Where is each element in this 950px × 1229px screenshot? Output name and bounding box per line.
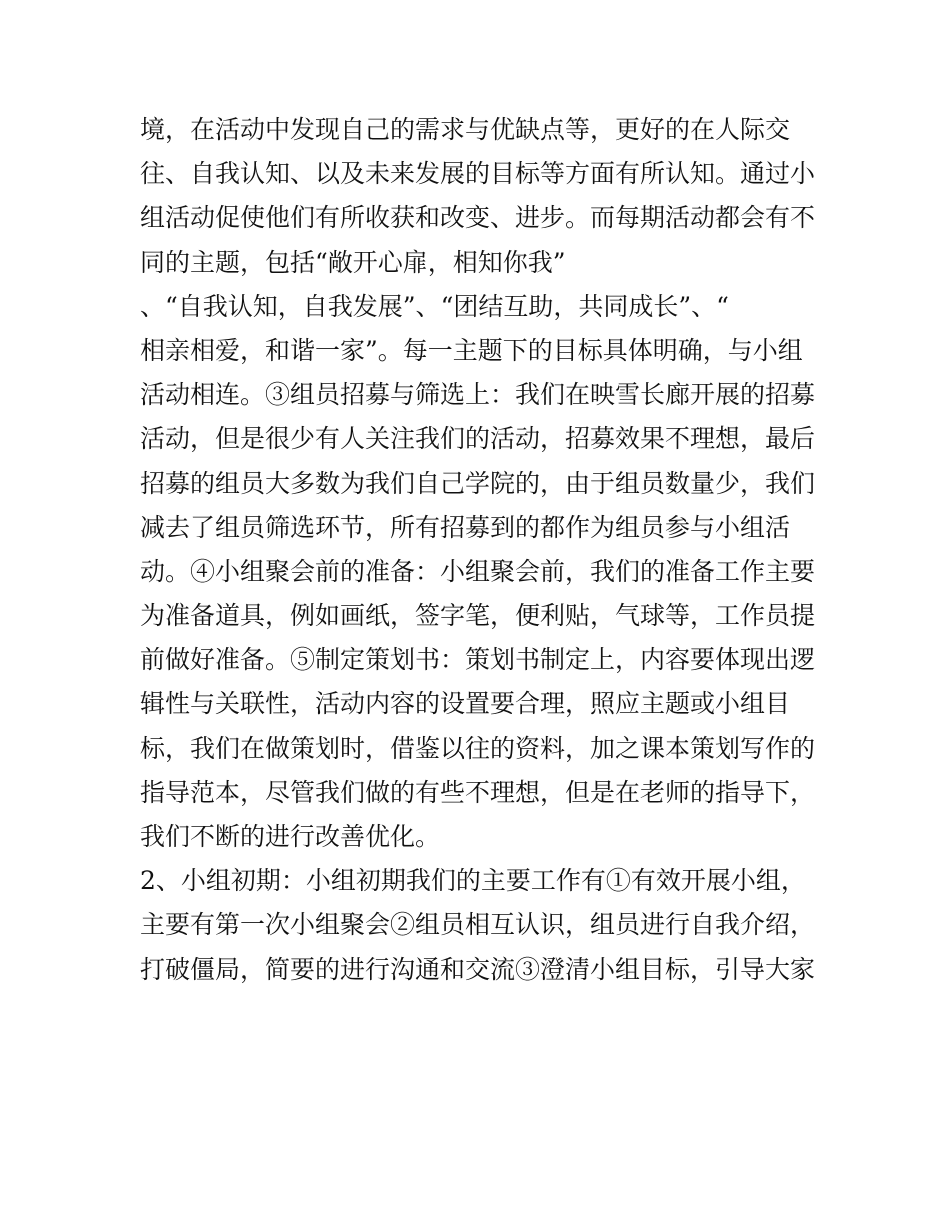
text-line: 活动，但是很少有人关注我们的活动，招募效果不理想，最后 [140,424,816,454]
text-line: 招募的组员大多数为我们自己学院的，由于组员数量少，我们 [140,468,816,498]
text-line: 为准备道具，例如画纸，签字笔，便利贴，气球等，工作员提 [140,601,816,631]
text-line: 指导范本，尽管我们做的有些不理想，但是在老师的指导下， [140,777,816,807]
text-line: 活动相连。③组员招募与筛选上：我们在映雪长廊开展的招募 [140,380,816,410]
text-line: 动。④小组聚会前的准备：小组聚会前，我们的准备工作主要 [140,556,816,586]
text-line: 、“自我认知，自我发展”、“团结互助，共同成长”、“ [140,291,729,321]
text-line: 打破僵局，简要的进行沟通和交流③澄清小组目标，引导大家 [140,954,816,984]
text-line: 组活动促使他们有所收获和改变、进步。而每期活动都会有不 [140,203,816,233]
text-line: 减去了组员筛选环节，所有招募到的都作为组员参与小组活 [140,512,791,542]
text-line: 境，在活动中发现自己的需求与优缺点等，更好的在人际交 [140,115,791,144]
text-line: 前做好准备。⑤制定策划书：策划书制定上，内容要体现出逻 [140,645,816,675]
text-line: 主要有第一次小组聚会②组员相互认识，组员进行自我介绍， [140,910,816,940]
text-line: 相亲相爱，和谐一家”。每一主题下的目标具体明确，与小组 [140,335,803,365]
text-line: 2、小组初期：小组初期我们的主要工作有①有效开展小组， [140,866,806,896]
text-line: 我们不断的进行改善优化。 [140,822,441,851]
body-text [140,108,830,992]
text-line: 同的主题，包括“敞开心扉，相知你我” [140,247,566,277]
text-line: 标，我们在做策划时，借鉴以往的资料，加之课本策划写作的 [140,733,816,763]
text-line: 辑性与关联性，活动内容的设置要合理，照应主题或小组目 [140,689,791,719]
text-line: 往、自我认知、以及未来发展的目标等方面有所认知。通过小 [140,159,816,189]
